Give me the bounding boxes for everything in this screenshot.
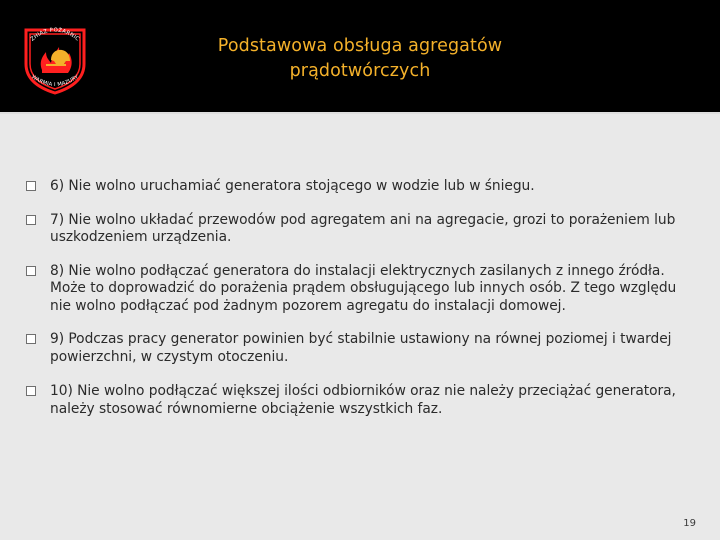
list-item-6 bbox=[26, 178, 698, 196]
logo-bottom-text: WARMIA I MAZURY bbox=[30, 74, 80, 89]
square-bullet-icon bbox=[26, 215, 36, 225]
square-bullet-icon bbox=[26, 334, 36, 344]
bullet-text: 9) Podczas pracy generator powinien być stabilnie ustawiony na równej poziomej i twardej powierzchni, w czystym otoczeniu. bbox=[50, 331, 672, 365]
list-item-9 bbox=[26, 331, 698, 366]
bullet-text: 8) Nie wolno podłączać generatora do instalacji elektrycznych zasilanych z innego źródła. Może to doprowadzić do porażenia prądem obsługującego lub innych osób. Z tego względu nie wolno podłączać pod żadnym pozorem agregatu do instalacji domowej. bbox=[50, 262, 677, 314]
bullet-text: 7) Nie wolno układać przewodów pod agregatem ani na agregacie, grozi to porażeniem lub uszkodzeniem urządzenia. bbox=[50, 211, 676, 245]
logo-top-text: ZHIAZ POŻARNIC bbox=[29, 27, 81, 43]
bullet-text: 6) Nie wolno uruchamiać generatora stojącego w wodzie lub w śniegu. bbox=[50, 178, 535, 194]
list-item-10 bbox=[26, 383, 698, 418]
bullet-list bbox=[26, 178, 698, 434]
square-bullet-icon bbox=[26, 266, 36, 276]
fire-brigade-logo-icon bbox=[18, 18, 92, 96]
header-band bbox=[0, 0, 720, 112]
bullet-text: 10) Nie wolno podłączać większej ilości odbiorników oraz nie należy przeciążać generatora, należy stosować równomierne obciążenie wszystkich faz. bbox=[50, 383, 676, 417]
slide-title bbox=[110, 34, 610, 84]
list-item-7 bbox=[26, 212, 698, 247]
square-bullet-icon bbox=[26, 181, 36, 191]
title-line-2: prądotwórczych bbox=[289, 61, 431, 81]
page-number: 19 bbox=[683, 518, 696, 529]
list-item-8 bbox=[26, 263, 698, 316]
title-line-1: Podstawowa obsługa agregatów bbox=[217, 36, 503, 56]
square-bullet-icon bbox=[26, 386, 36, 396]
